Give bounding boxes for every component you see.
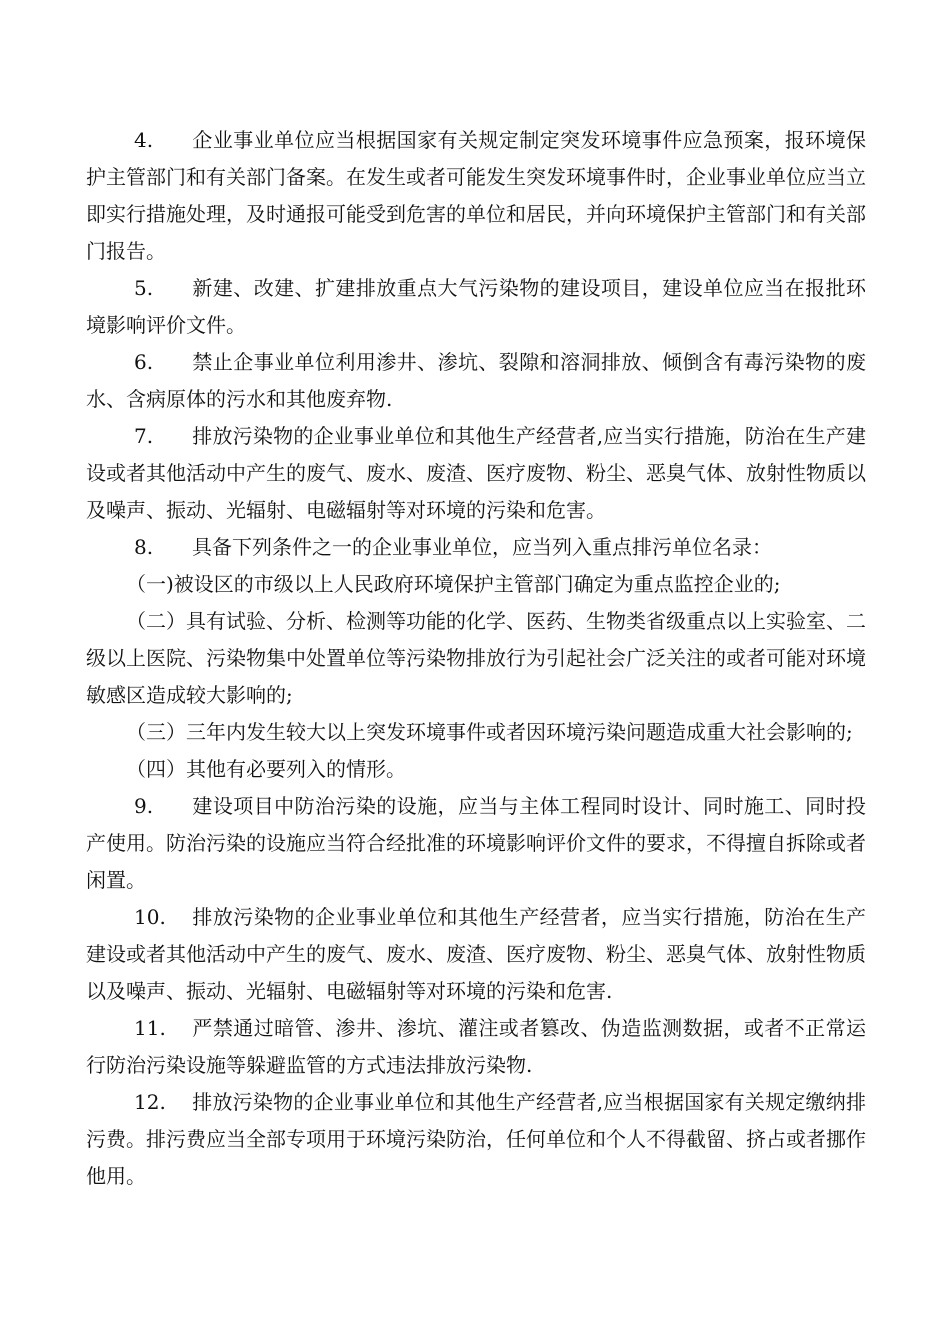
- condition-2: （二）具有试验、分析、检测等功能的化学、医药、生物类省级重点以上实验室、二级以上医院、污染物集中处置单位等污染物排放行为引起社会广泛关注的或者可能对环境敏感区造成较大影响的;: [86, 609, 866, 707]
- clause-number: 7.: [134, 424, 154, 448]
- clause-7: [86, 418, 866, 529]
- condition-3: （三）三年内发生较大以上突发环境事件或者因环境污染问题造成重大社会影响的;: [126, 720, 853, 744]
- clause-number: 5.: [134, 276, 154, 300]
- clause-6: [86, 344, 866, 418]
- clause-text: 具备下列条件之一的企业事业单位，应当列入重点排污单位名录：: [192, 535, 772, 559]
- clause-text: 建设项目中防治污染的设施，应当与主体工程同时设计、同时施工、同时投产使用。防治污染的设施应当符合经批准的环境影响评价文件的要求，不得擅自拆除或者闲置。: [86, 794, 866, 892]
- condition-4: （四）其他有必要列入的情形。: [126, 757, 406, 781]
- clause-text: 禁止企事业单位利用渗井、渗坑、裂隙和溶洞排放、倾倒含有毒污染物的废水、含病原体的污水和其他废弃物.: [86, 350, 866, 411]
- clause-number: 6.: [134, 350, 154, 374]
- clause-number: 4.: [134, 128, 154, 152]
- clause-9: [86, 788, 866, 899]
- clause-text: 排放污染物的企业事业单位和其他生产经营者,应当根据国家有关规定缴纳排污费。排污费应当全部专项用于环境污染防治，任何单位和个人不得截留、挤占或者挪作他用。: [86, 1090, 866, 1188]
- clause-12: [86, 1084, 866, 1195]
- clause-text: 排放污染物的企业事业单位和其他生产经营者,应当实行措施，防治在生产建设或者其他活动中产生的废气、废水、废渣、医疗废物、粉尘、恶臭气体、放射性物质以及噪声、振动、光辐射、电磁辐射等对环境的污染和危害。: [86, 424, 866, 522]
- clause-number: 10.: [134, 905, 166, 929]
- clause-11: [86, 1010, 866, 1084]
- condition-1: （一)被设区的市级以上人民政府环境保护主管部门确定为重点监控企业的;: [126, 572, 781, 596]
- clause-4: [86, 122, 866, 270]
- clause-text: 严禁通过暗管、渗井、渗坑、灌注或者篡改、伪造监测数据，或者不正常运行防治污染设施等躲避监管的方式违法排放污染物.: [86, 1016, 866, 1077]
- clause-number: 8.: [134, 535, 154, 559]
- clause-text: 新建、改建、扩建排放重点大气污染物的建设项目，建设单位应当在报批环境影响评价文件。: [86, 276, 866, 337]
- clause-10: [86, 899, 866, 1010]
- clause-number: 9.: [134, 794, 154, 818]
- document-page: [86, 122, 866, 1195]
- clause-number: 12.: [134, 1090, 166, 1114]
- clause-5: [86, 270, 866, 344]
- clause-text: 排放污染物的企业事业单位和其他生产经营者，应当实行措施，防治在生产建设或者其他活动中产生的废气、废水、废渣、医疗废物、粉尘、恶臭气体、放射性物质以及噪声、振动、光辐射、电磁辐射等对环境的污染和危害.: [86, 905, 866, 1003]
- clause-number: 11.: [134, 1016, 166, 1040]
- clause-text: 企业事业单位应当根据国家有关规定制定突发环境事件应急预案，报环境保护主管部门和有关部门备案。在发生或者可能发生突发环境事件时，企业事业单位应当立即实行措施处理，及时通报可能受到危害的单位和居民，并向环境保护主管部门和有关部门报告。: [86, 128, 866, 263]
- clause-8: [86, 529, 866, 566]
